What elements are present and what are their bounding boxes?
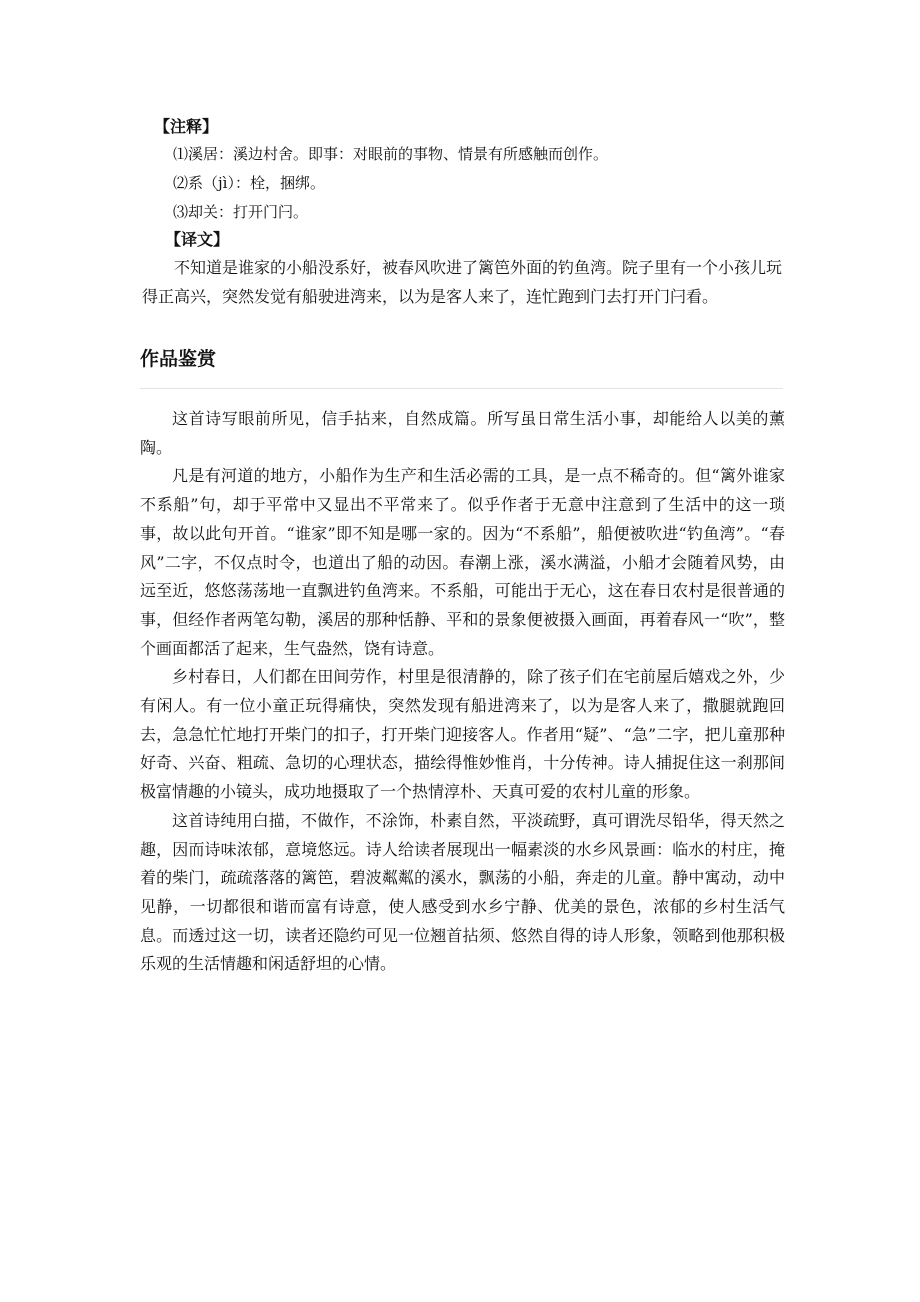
note-item-1: ⑴溪居：溪边村舍。即事：对眼前的事物、情景有所感触而创作。 [173, 145, 609, 163]
note-item-2: ⑵系（jì）：栓，捆绑。 [173, 174, 325, 192]
translation-heading: 【译文】 [165, 230, 230, 249]
appreciation-body [140, 405, 785, 979]
appreciation-paragraph-3: 乡村春日，人们都在田间劳作，村里是很清静的，除了孩子们在宅前屋后嬉戏之外，少有闲人。有一位小童正玩得痛快，突然发现有船进湾来了，以为是客人来了，撒腿就跑回去，急急忙忙地打开柴门的扣子，打开柴门迎接客人。作者用“疑”、“急”二字，把儿童那种好奇、兴奋、粗疏、急切的心理状态，描绘得惟妙惟肖，十分传神。诗人捕捉住这一刹那间极富情趣的小镜头，成功地摄取了一个热情淳朴、天真可爱的农村儿童的形象。 [140, 667, 785, 802]
notes-heading: 【注释】 [154, 117, 219, 136]
appreciation-paragraph-4: 这首诗纯用白描，不做作，不涂饰，朴素自然，平淡疏野，真可谓洗尽铅华，得天然之趣，因而诗味浓郁，意境悠远。诗人给读者展现出一幅素淡的水乡风景画：临水的村庄，掩着的柴门，疏疏落落的篱笆，碧波粼粼的溪水，飘荡的小船，奔走的儿童。静中寓动，动中见静，一切都很和谐而富有诗意，使人感受到水乡宁静、优美的景色，浓郁的乡村生活气息。而透过这一切，读者还隐约可见一位翘首拈须、悠然自得的诗人形象，领略到他那积极乐观的生活情趣和闲适舒坦的心情。 [140, 810, 785, 974]
note-item-3: ⑶却关：打开门闩。 [173, 203, 309, 221]
appreciation-paragraph-2: 凡是有河道的地方，小船作为生产和生活必需的工具，是一点不稀奇的。但“篱外谁家不系船”句，却于平常中又显出不平常来了。似乎作者于无意中注意到了生活中的这一琐事，故以此句开首。“谁家”即不知是哪一家的。因为“不系船”，船便被吹进“钓鱼湾”。“春风”二字，不仅点时令，也道出了船的动因。春潮上涨，溪水满溢，小船才会随着风势，由远至近，悠悠荡荡地一直飘进钓鱼湾来。不系船，可能出于无心，这在春日农村是很普通的事，但经作者两笔勾勒，溪居的那种恬静、平和的景象便被摄入画面，再着春风一“吹”，整个画面都活了起来，生气盎然，饶有诗意。 [140, 466, 785, 658]
notes-section [142, 114, 792, 311]
appreciation-title: 作品鉴赏 [140, 348, 217, 370]
translation-text: 不知道是谁家的小船没系好，被春风吹进了篱笆外面的钓鱼湾。院子里有一个小孩儿玩得正高兴，突然发觉有船驶进湾来，以为是客人来了，连忙跑到门去打开门闩看。 [142, 258, 783, 306]
appreciation-paragraph-1: 这首诗写眼前所见，信手拈来，自然成篇。所写虽日常生活小事，却能给人以美的薰陶。 [140, 409, 785, 457]
section-divider [140, 388, 783, 389]
